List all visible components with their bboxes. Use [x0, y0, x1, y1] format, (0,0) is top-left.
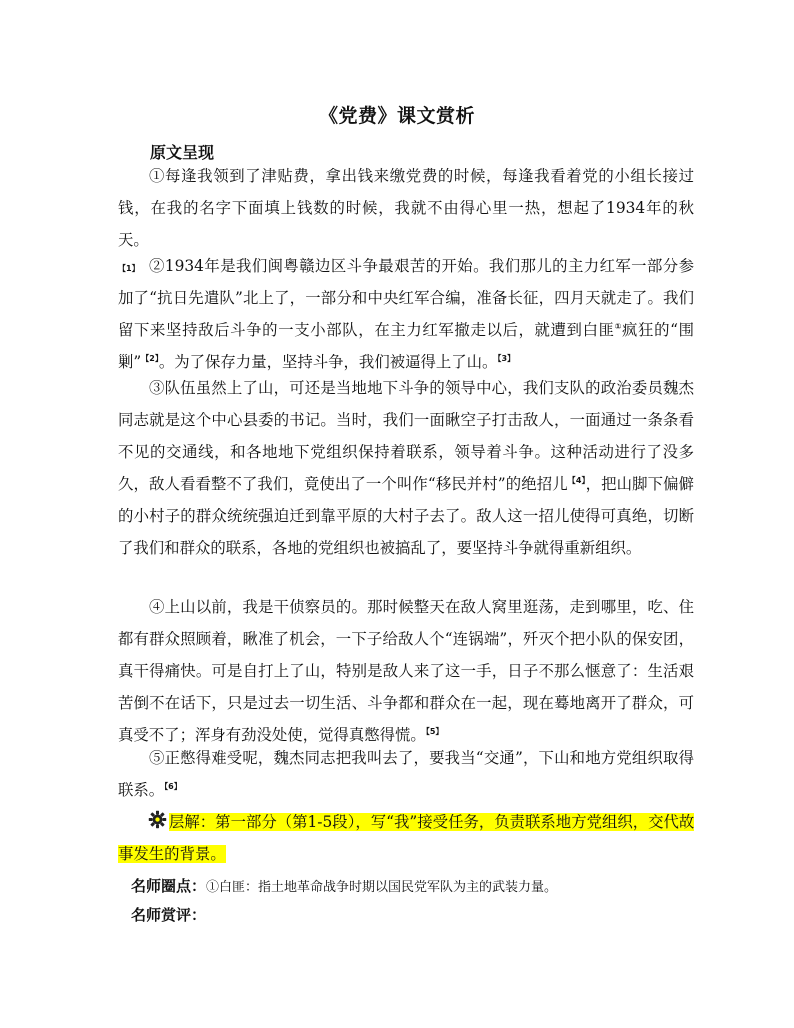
annotation-marker-2: 【2】 — [141, 353, 159, 363]
section-heading: 原文呈现 — [150, 143, 215, 162]
paragraph-2-text-b: 疯狂的“围剿” — [118, 321, 694, 371]
annotation-marker-3: 【3】 — [497, 353, 516, 363]
teacher-notes — [131, 874, 711, 900]
paragraph-4-text: ④上山以前，我是干侦察员的。那时候整天在敌人窝里逛荡，走到哪里，吃、住都有群众照顾着，瞅准了机会，一下子给敌人个“连锅端”，歼灭个把小队的保安团，真干得痛快。可是自打上了山，特别是敌人来了这一手，日子不那么惬意了：生活艰苦倒不在话下，只是过去一切生活、斗争都和群众在一起，现在蓦地离开了群众，可真受不了；浑身有劲没处使，觉得真憋得慌。 — [118, 598, 694, 744]
footnote-ref-1: ① — [614, 321, 623, 331]
paragraph-3-text-a: ③队伍虽然上了山，可还是当地地下斗争的领导中心，我们支队的政治委员魏杰同志就是这个中心县委的书记。当时，我们一面瞅空子打击敌人，一面通过一条条看不见的交通线，和各地地下党组织保持着联系，领导着斗争。这种活动进行了没多久，敌人看看整不了我们，竟使出了一个叫作“移民并村”的绝招儿 — [118, 379, 694, 493]
paragraph-4 — [118, 591, 694, 751]
paragraph-5-text: ⑤正憋得难受呢，魏杰同志把我叫去了，要我当“交通”，下山和地方党组织取得联系。 — [118, 749, 694, 799]
paragraph-2 — [118, 250, 694, 378]
paragraph-5 — [118, 742, 694, 806]
layer-analysis-text: 层解：第一部分（第1-5段），写“我”接受任务，负责联系地方党组织，交代故事发生的背景。 — [118, 813, 695, 863]
page-title: 《党费》课文赏析 — [318, 105, 475, 127]
annotation-marker-1: 【1】 — [118, 263, 140, 273]
paragraph-3 — [118, 372, 694, 564]
gear-icon — [148, 810, 167, 829]
teacher-notes-text: ①白匪：指土地革命战争时期以国民党军队为主的武装力量。 — [206, 880, 558, 895]
teacher-review-label: 名师赏评： — [131, 906, 207, 924]
annotation-marker-5: 【5】 — [425, 726, 444, 736]
paragraph-3-text-b: ，把山脚下偏僻的小村子的群众统统强迫迁到靠平原的大村子去了。敌人这一招儿使得可真绝，切断了我们和群众的联系，各地的党组织也被搞乱了，要坚持斗争就得重新组织。 — [118, 475, 694, 557]
teacher-notes-label: 名师圈点： — [131, 877, 207, 895]
paragraph-1-text: ①每逢我领到了津贴费，拿出钱来缴党费的时候，每逢我看着党的小组长接过钱，在我的名字下面填上钱数的时候，我就不由得心里一热，想起了1934年的秋天。 — [118, 167, 694, 249]
annotation-marker-4: 【4】 — [567, 475, 586, 485]
layer-analysis — [118, 806, 698, 870]
paragraph-2-text-a: ②1934年是我们闽粤赣边区斗争最艰苦的开始。我们那儿的主力红军一部分参加了“抗日先遣队”北上了，一部分和中央红军合编，准备长征，四月天就走了。我们留下来坚持敌后斗争的一支小部队，在主力红军撤走以后，就遭到白匪 — [118, 257, 694, 339]
annotation-marker-6: 【6】 — [164, 781, 182, 791]
paragraph-2-text-c: 。为了保存力量，坚持斗争，我们被逼得上了山。 — [158, 353, 498, 371]
